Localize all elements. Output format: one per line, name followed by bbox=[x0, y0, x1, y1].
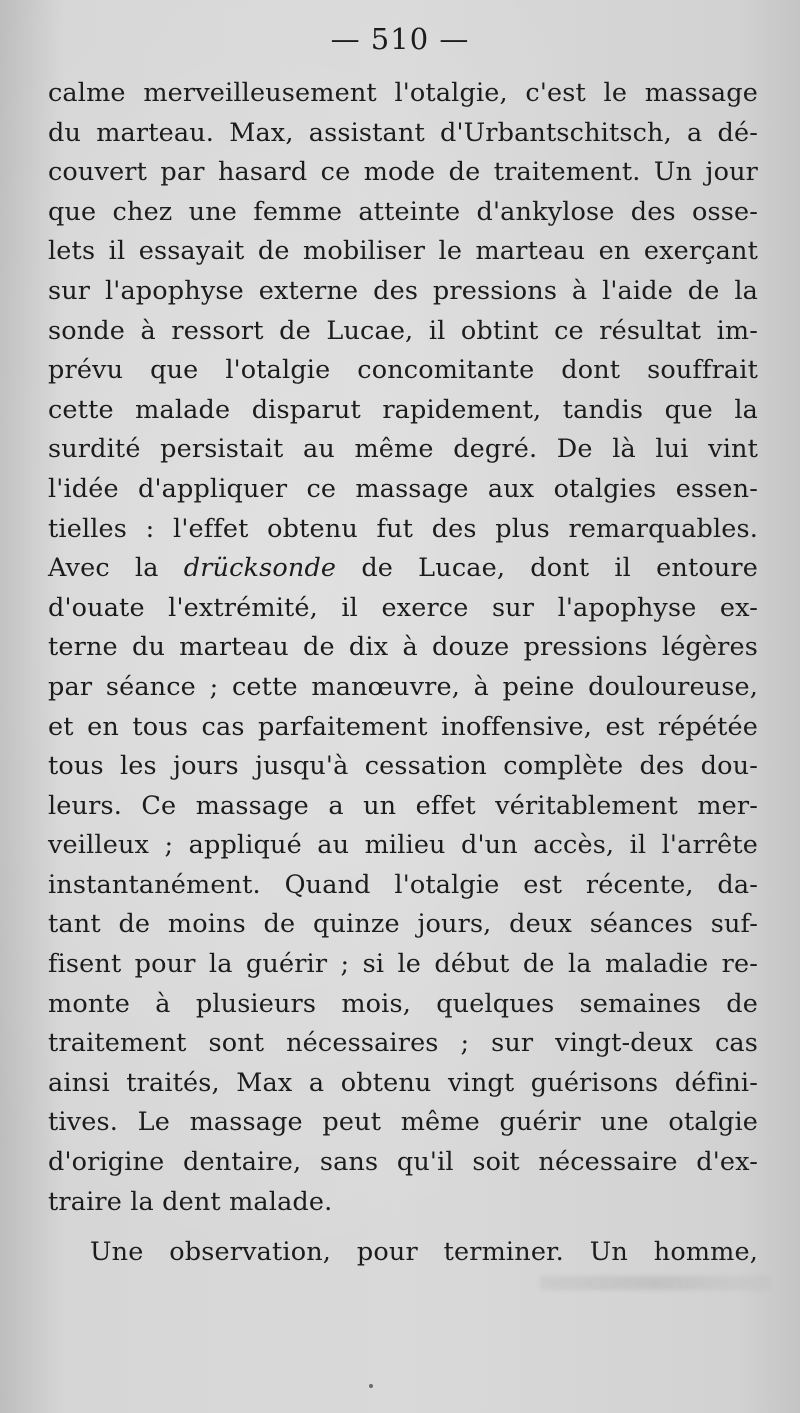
text-line: tielles : l'effet obtenu fut des plus remarquables. bbox=[48, 513, 758, 544]
italic-term: drücksonde bbox=[183, 553, 337, 584]
show-through-smudge bbox=[540, 1276, 770, 1290]
text-line: tives. Le massage peut même guérir une otalgie bbox=[48, 1107, 758, 1138]
text-line: monte à plusieurs mois, quelques semaines de bbox=[48, 988, 758, 1019]
text-line: l'idée d'appliquer ce massage aux otalgies essen- bbox=[48, 473, 758, 504]
text-line: leurs. Ce massage a un effet véritablement mer- bbox=[48, 790, 758, 821]
text-line: que chez une femme atteinte d'ankylose des osse- bbox=[48, 196, 758, 227]
text-line: fisent pour la guérir ; si le début de la maladie re- bbox=[48, 949, 758, 980]
text-line: veilleux ; appliqué au milieu d'un accès, il l'arrête bbox=[48, 830, 758, 861]
text-line-with-italic bbox=[48, 549, 758, 589]
text-line: sur l'apophyse externe des pressions à l'aide de la bbox=[48, 275, 758, 306]
text-line: d'ouate l'extrémité, il exerce sur l'apophyse ex- bbox=[48, 592, 758, 623]
page-number: — 510 — bbox=[330, 22, 470, 56]
text-line: surdité persistait au même degré. De là lui vint bbox=[48, 434, 758, 465]
text-line: terne du marteau de dix à douze pressions légères bbox=[48, 632, 758, 663]
text-line: du marteau. Max, assistant d'Urbantschitsch, a dé- bbox=[48, 117, 758, 148]
text-span: de Lucae, dont il entoure bbox=[336, 553, 758, 584]
text-line: sonde à ressort de Lucae, il obtint ce résultat im- bbox=[48, 315, 758, 346]
text-line: prévu que l'otalgie concomitante dont souffrait bbox=[48, 355, 758, 386]
text-line: ainsi traités, Max a obtenu vingt guérisons défini- bbox=[48, 1067, 758, 1098]
text-line: lets il essayait de mobiliser le marteau en exerçant bbox=[48, 236, 758, 267]
paper-speck bbox=[369, 1384, 373, 1388]
new-paragraph-line: Une observation, pour terminer. Un homme, bbox=[90, 1237, 758, 1268]
text-line: d'origine dentaire, sans qu'il soit nécessaire d'ex- bbox=[48, 1147, 758, 1178]
text-line: instantanément. Quand l'otalgie est récente, da- bbox=[48, 869, 758, 900]
text-line: par séance ; cette manœuvre, à peine douloureuse, bbox=[48, 671, 758, 702]
text-line: tous les jours jusqu'à cessation complète des dou- bbox=[48, 751, 758, 782]
text-span: Avec la bbox=[48, 553, 184, 584]
text-line: couvert par hasard ce mode de traitement. Un jour bbox=[48, 157, 758, 188]
text-line: traitement sont nécessaires ; sur vingt-deux cas bbox=[48, 1028, 758, 1059]
body-text bbox=[48, 74, 758, 1273]
paragraph-last-line: traire la dent malade. bbox=[48, 1186, 333, 1217]
paragraph-gap bbox=[48, 1222, 758, 1233]
text-line: cette malade disparut rapidement, tandis que la bbox=[48, 394, 758, 425]
text-line: calme merveilleusement l'otalgie, c'est le massage bbox=[48, 78, 758, 108]
text-line: tant de moins de quinze jours, deux séances suf- bbox=[48, 909, 758, 940]
text-line: et en tous cas parfaitement inoffensive, est répétée bbox=[48, 711, 758, 742]
